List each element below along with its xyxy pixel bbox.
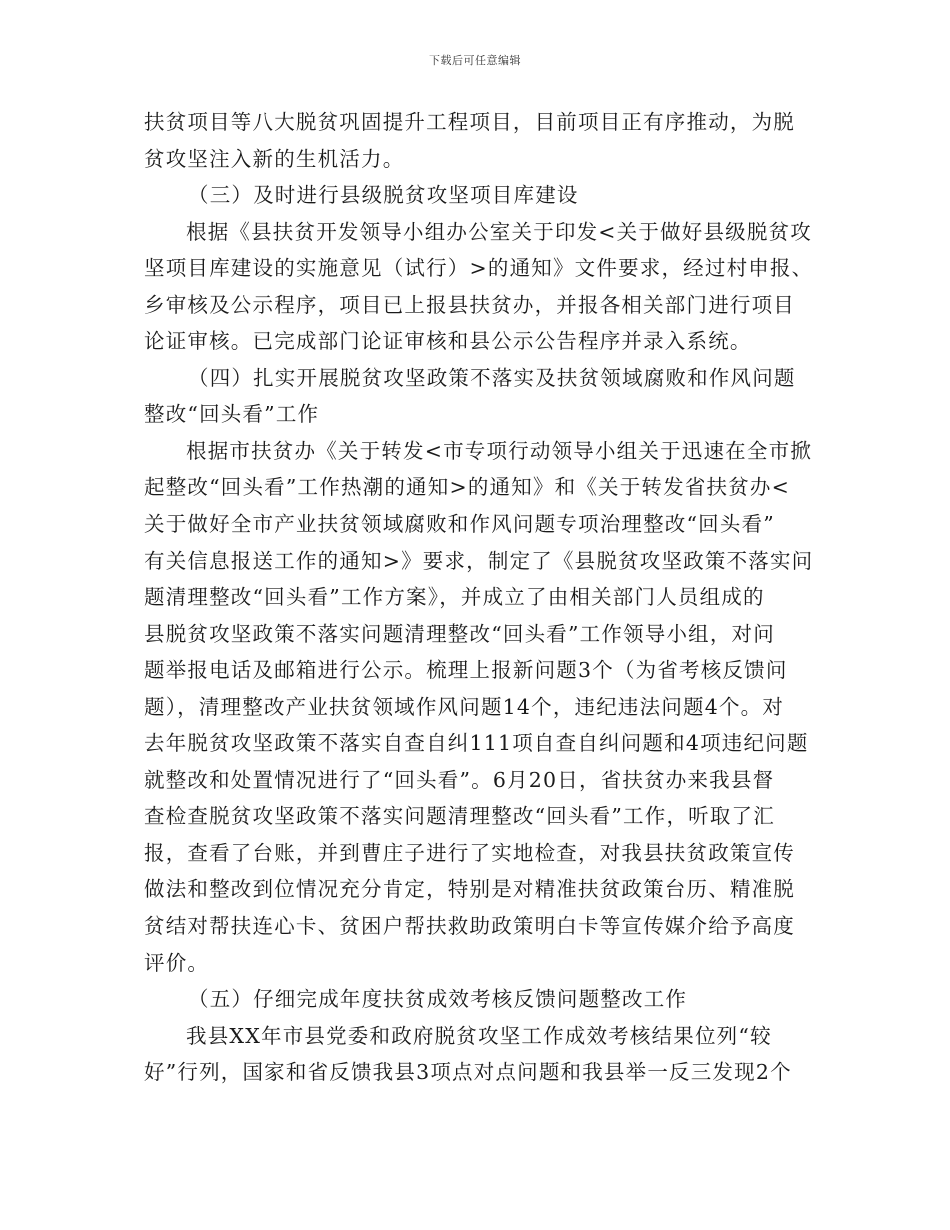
text-line: 去年脱贫攻坚政策不落实自查自纠111项自查自纠问题和4项违纪问题 xyxy=(144,731,809,756)
text-line: 根据《县扶贫开发领导小组办公室关于印发<关于做好县级脱贫攻 xyxy=(186,219,812,244)
text-line: 题举报电话及邮箱进行公示。梳理上报新问题3个（为省考核反馈问 xyxy=(144,658,788,683)
body-text xyxy=(144,104,814,1091)
text-line: 报，查看了台账，并到曹庄子进行了实地检查，对我县扶贫政策宣传 xyxy=(144,840,795,865)
text-line: 起整改“回头看”工作热潮的通知>的通知》和《关于转发省扶贫办< xyxy=(144,475,791,500)
text-line: 评价。 xyxy=(144,950,210,975)
section-heading-continued: 整改“回头看”工作 xyxy=(144,402,320,427)
text-line: 贫攻坚注入新的生机活力。 xyxy=(144,146,405,171)
text-line: 坚项目库建设的实施意见（试行）>的通知》文件要求，经过村申报、 xyxy=(144,256,814,281)
text-line: 就整改和处置情况进行了“回头看”。6月20日，省扶贫办来我县督 xyxy=(144,767,775,792)
text-line: 我县XX年市县党委和政府脱贫攻坚工作成效考核结果位列“较 xyxy=(186,1023,772,1048)
section-heading: （三）及时进行县级脱贫攻坚项目库建设 xyxy=(188,183,579,208)
text-line: 乡审核及公示程序，项目已上报县扶贫办，并报各相关部门进行项目 xyxy=(144,292,795,317)
text-line: 县脱贫攻坚政策不落实问题清理整改“回头看”工作领导小组，对问 xyxy=(144,621,775,646)
text-line: 关于做好全市产业扶贫领域腐败和作风问题专项治理整改“回头看” xyxy=(144,512,775,537)
text-line: 查检查脱贫攻坚政策不落实问题清理整改“回头看”工作，听取了汇 xyxy=(144,804,775,829)
text-line: 题），清理整改产业扶贫领域作风问题14个，违纪违法问题4个。对 xyxy=(144,694,785,719)
text-line: 有关信息报送工作的通知>》要求，制定了《县脱贫攻坚政策不落实问 xyxy=(144,548,814,573)
text-line: 扶贫项目等八大脱贫巩固提升工程项目，目前项目正有序推动，为脱 xyxy=(144,110,795,134)
text-line: 论证审核。已完成部门论证审核和县公示公告程序并录入系统。 xyxy=(144,329,752,354)
section-heading: （四）扎实开展脱贫攻坚政策不落实及扶贫领域腐败和作风问题 xyxy=(188,365,796,390)
text-line: 题清理整改“回头看”工作方案》，并成立了由相关部门人员组成的 xyxy=(144,585,765,610)
text-line: 好”行列，国家和省反馈我县3项点对点问题和我县举一反三发现2个 xyxy=(144,1060,792,1085)
text-line: 根据市扶贫办《关于转发<市专项行动领导小组关于迅速在全市掀 xyxy=(186,438,812,463)
section-heading: （五）仔细完成年度扶贫成效考核反馈问题整改工作 xyxy=(188,987,688,1012)
text-line: 做法和整改到位情况充分肯定，特别是对精准扶贫政策台历、精准脱 xyxy=(144,877,795,902)
text-line: 贫结对帮扶连心卡、贫困户帮扶救助政策明白卡等宣传媒介给予高度 xyxy=(144,914,795,939)
header-note: 下载后可任意编辑 xyxy=(429,54,521,67)
